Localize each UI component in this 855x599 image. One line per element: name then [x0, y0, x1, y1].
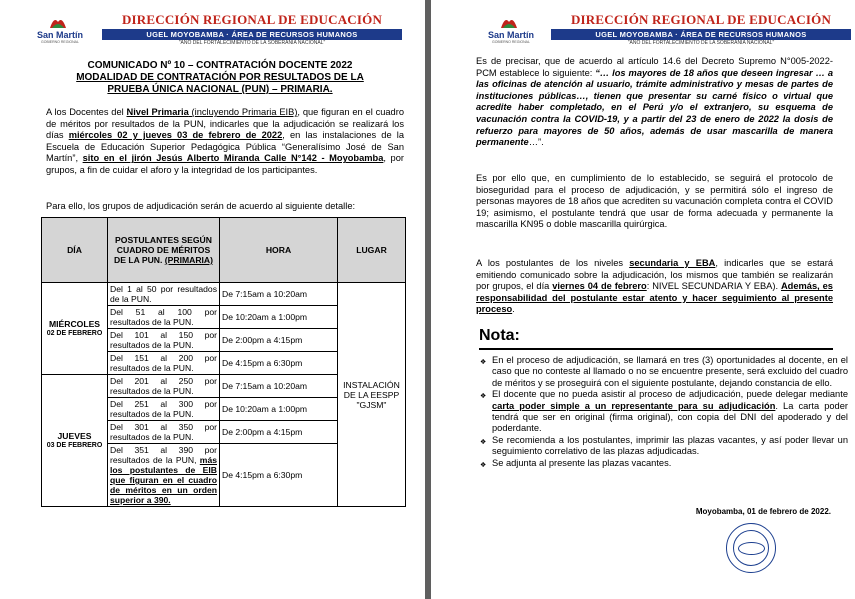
diamond-bullet-icon: ❖ — [480, 461, 487, 469]
range-cell: Del 151 al 200 por resultados de la PUN. — [108, 352, 220, 375]
range-cell: Del 301 al 350 por resultados de la PUN. — [108, 421, 220, 444]
adjudication-schedule-table — [41, 217, 406, 507]
logo-text: San Martín — [36, 30, 83, 40]
letterhead-block — [551, 12, 851, 48]
day-cell-wednesday: MIÉRCOLES 02 DE FEBRERO — [42, 283, 108, 375]
range-cell: Del 201 al 250 por resultados de la PUN. — [108, 375, 220, 398]
groups-intro: Para ello, los grupos de adjudicación serán de acuerdo al siguiente detalle: — [46, 201, 356, 211]
logo-subtext: GOBIERNO REGIONAL — [41, 40, 79, 44]
time-cell: De 7:15am a 10:20am — [220, 375, 338, 398]
range-cell: Del 51 al 100 por resultados de la PUN. — [108, 306, 220, 329]
range-cell: Del 101 al 150 por resultados de la PUN. — [108, 329, 220, 352]
year-motto: "AÑO DEL FORTALECIMIENTO DE LA SOBERANÍA NACIONAL" — [178, 40, 326, 46]
place-cell: INSTALACIÓN DE LA EESPP "GJSM" — [338, 283, 406, 507]
unit-bar: UGEL MOYOBAMBA · ÁREA DE RECURSOS HUMANOS — [551, 29, 851, 40]
nota-divider — [479, 348, 833, 350]
unit-bar: UGEL MOYOBAMBA · ÁREA DE RECURSOS HUMANOS — [102, 29, 402, 40]
institution-title: DIRECCIÓN REGIONAL DE EDUCACIÓN — [570, 12, 832, 27]
list-item: ❖ Se adjunta al presente las plazas vacantes. — [492, 458, 848, 469]
day-cell-thursday: JUEVES 03 DE FEBRERO — [42, 375, 108, 507]
institution-title: DIRECCIÓN REGIONAL DE EDUCACIÓN — [121, 12, 383, 27]
diamond-bullet-icon: ❖ — [480, 393, 487, 401]
header-lugar: LUGAR — [338, 218, 406, 283]
list-item: ❖ Se recomienda a los postulantes, imprimir las plazas vacantes, y así poder llevar un seguimiento correlativo de las plazas adjudicadas. — [480, 434, 848, 457]
document-page-1 — [0, 0, 425, 599]
range-cell: Del 1 al 50 por resultados de la PUN. — [108, 283, 220, 306]
regional-emblem-icon — [499, 14, 519, 30]
document-page-2 — [431, 0, 855, 599]
range-cell: Del 351 al 390 por resultados de la PUN, más los postulantes de EIB que figuran en el cuadro de méritos en un orden superior a 390. — [108, 444, 220, 507]
san-martin-logo — [30, 12, 90, 48]
letterhead-block — [102, 12, 402, 48]
title-line-1: COMUNICADO Nº 10 – CONTRATACIÓN DOCENTE 2022 — [87, 60, 353, 71]
header-hora: HORA — [220, 218, 338, 283]
title-line-2: MODALIDAD DE CONTRATACIÓN POR RESULTADOS DE LA — [76, 72, 364, 83]
table-row — [42, 283, 406, 306]
notes-list — [479, 355, 848, 469]
biosecurity-paragraph: Es por ello que, en cumplimiento de lo establecido, se seguirá el protocolo de bioseguridad para el proceso de adjudicación, y se permitirá sólo el ingreso de personas mayores de 18 años que acrediten su vacunación completa contra el COVID 19; asimismo, el postulante tendrá que usar de forma adecuada y permanente la mascarilla KN95 o doble mascarilla quirúrgica. — [476, 173, 833, 230]
diamond-bullet-icon: ❖ — [480, 359, 487, 366]
regional-emblem-icon — [48, 14, 68, 30]
time-cell: De 4:15pm a 6:30pm — [220, 352, 338, 375]
diamond-bullet-icon: ❖ — [480, 438, 487, 446]
letterhead — [431, 12, 855, 50]
logo-subtext: GOBIERNO REGIONAL — [492, 40, 530, 44]
list-item: ❖ El docente que no pueda asistir al proceso de adjudicación, puede delegar mediante carta poder simple a un representante para su adjudicación. La carta poder tendrá que ser en original (firma original), con copia del DNI del apoderado y del poderdante. — [480, 389, 848, 434]
secondary-eba-paragraph: A los postulantes de los niveles secundaria y EBA, indicarles que se estará emitiendo comunicado sobre la adjudicación, los mismos que también se realizarán por grupos, el día viernes 04 de febrero: NIVEL SECUNDARIA Y EBA). Además, es responsabilidad del postulante estar atento y hacer seguimiento al presente proceso. — [476, 258, 833, 315]
list-item: ❖ En el proceso de adjudicación, se llamará en tres (3) oportunidades al docente, en el caso que no conteste al llamado o no se encuentre presente, será excluido del cuadro de méritos y se proseguirá con el siguiente postulante, dejando constancia de ello. — [480, 355, 848, 388]
letterhead — [0, 12, 425, 50]
time-cell: De 7:15am a 10:20am — [220, 283, 338, 306]
logo-text: San Martín — [487, 30, 534, 40]
time-cell: De 2:00pm a 4:15pm — [220, 421, 338, 444]
time-cell: De 2:00pm a 4:15pm — [220, 329, 338, 352]
range-cell: Del 251 al 300 por resultados de la PUN. — [108, 398, 220, 421]
nota-heading: Nota: — [479, 327, 520, 344]
time-cell: De 10:20am a 1:00pm — [220, 398, 338, 421]
decree-paragraph: Es de precisar, que de acuerdo al artículo 14.6 del Decreto Supremo N°005-2022-PCM establece lo siguiente: “… los mayores de 18 años que deseen ingresar … a las oficinas de atención al usuario, trámite administrativo y mesas de partes de instituciones públicas…, tienen que presentar su carné físico o virtual que acredite haber completado, en el Perú y/o el extranjero, su esquema de vacunación contra la COVID-19, y a partir del 23 de enero de 2022 la dosis de refuerzo para mayores de 50 años, además de usar mascarilla de manera permanente…”. — [476, 56, 833, 148]
time-cell: De 10:20am a 1:00pm — [220, 306, 338, 329]
intro-paragraph: A los Docentes del Nivel Primaria (incluyendo Primaria EIB), que figuran en el cuadro de méritos por resultados de la PUN, indicarles que la adjudicación se realizará los días miércoles 02 y jueves 03 de febrero de 2022, en las instalaciones de la Escuela de Educación Superior Pedagógica Pública “Generalísimo José de San Martín”, sito en el jirón Jesús Alberto Miranda Calle N°142 - Moyobamba, por grupos, a fin de cuidar el aforo y la integridad de los participantes. — [46, 107, 404, 175]
year-motto: "AÑO DEL FORTALECIMIENTO DE LA SOBERANÍA NACIONAL" — [627, 40, 775, 46]
title-line-3: PRUEBA ÚNICA NACIONAL (PUN) – PRIMARIA. — [107, 84, 333, 95]
communique-title — [40, 60, 400, 96]
san-martin-logo — [481, 12, 541, 48]
official-seal-stamp — [726, 523, 776, 573]
table-header-row — [42, 218, 406, 283]
header-dia: DÍA — [42, 218, 108, 283]
header-postulantes: POSTULANTES SEGÚN CUADRO DE MÉRITOS DE LA PUN. (PRIMARIA) — [108, 218, 220, 283]
time-cell: De 4:15pm a 6:30pm — [220, 444, 338, 507]
signoff-date: Moyobamba, 01 de febrero de 2022. — [695, 507, 831, 516]
